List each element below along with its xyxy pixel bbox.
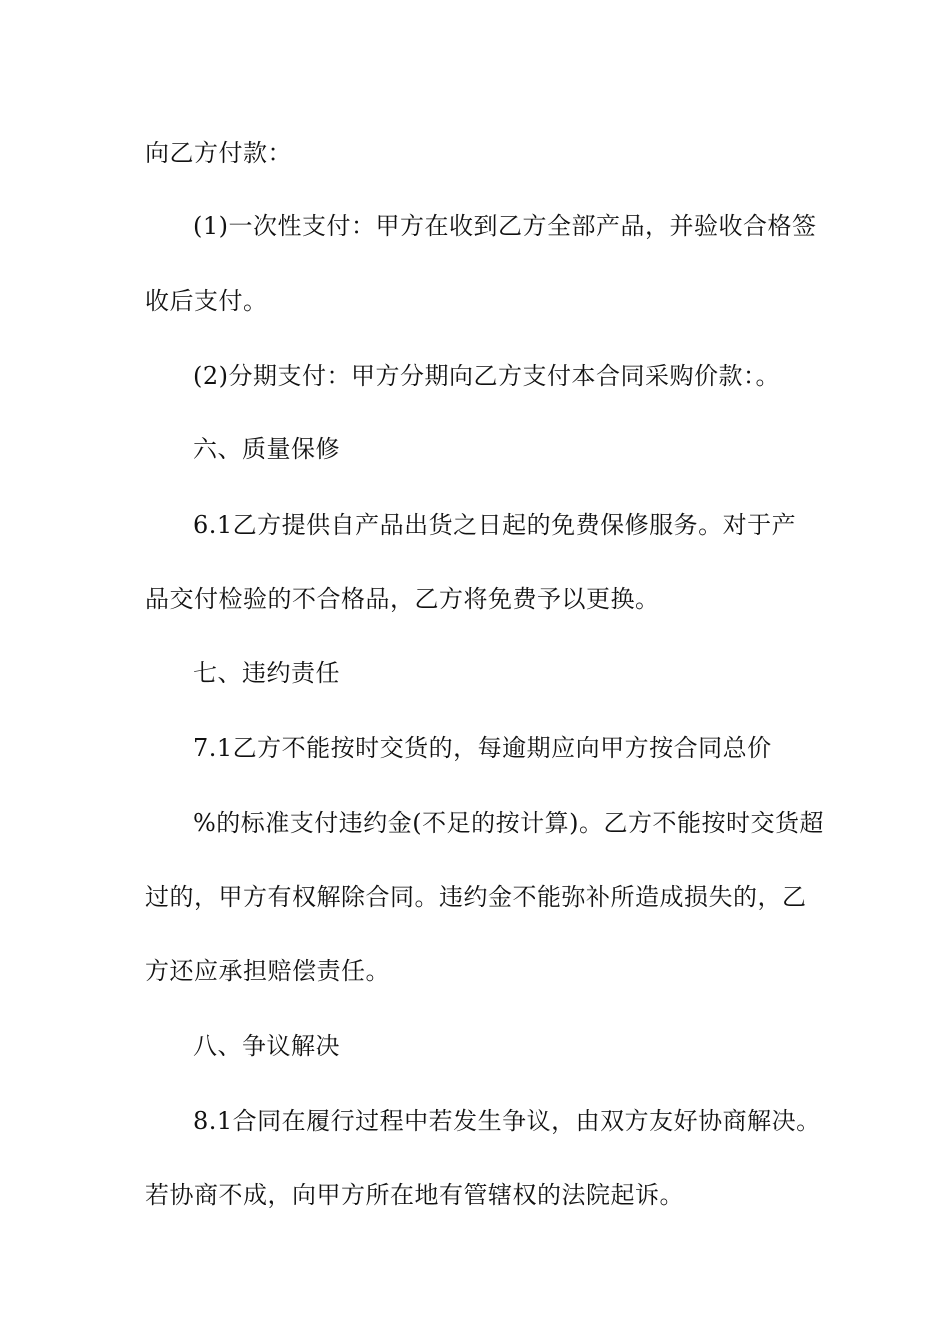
text-line-warranty-6-1: 6.1乙方提供自产品出货之日起的免费保修服务。对于产 [193,511,797,539]
section-heading-warranty: 六、质量保修 [193,435,340,463]
text-line-dispute-8-1-cont: 若协商不成，向甲方所在地有管辖权的法院起诉。 [145,1181,684,1209]
text-line-liability-7-1-d: 方还应承担赔偿责任。 [145,957,390,985]
text-line-installment: (2)分期支付：甲方分期向乙方支付本合同采购价款：。 [193,362,780,390]
text-line-lump-sum-cont: 收后支付。 [145,287,268,315]
text-line-liability-7-1-c: 过的，甲方有权解除合同。违约金不能弥补所造成损失的，乙 [145,883,807,911]
text-line-liability-7-1: 7.1乙方不能按时交货的，每逾期应向甲方按合同总价 [193,734,772,762]
text-line-lump-sum: (1)一次性支付：甲方在收到乙方全部产品，并验收合格签 [193,212,817,240]
section-heading-dispute: 八、争议解决 [193,1032,340,1060]
text-line-payment-intro: 向乙方付款： [145,139,292,167]
section-heading-liability: 七、违约责任 [193,659,340,687]
text-line-dispute-8-1: 8.1合同在履行过程中若发生争议，由双方友好协商解决。 [193,1107,821,1135]
text-line-warranty-6-1-cont: 品交付检验的不合格品，乙方将免费予以更换。 [145,585,660,613]
text-line-liability-7-1-b: %的标准支付违约金(不足的按计算)。乙方不能按时交货超 [193,809,825,837]
